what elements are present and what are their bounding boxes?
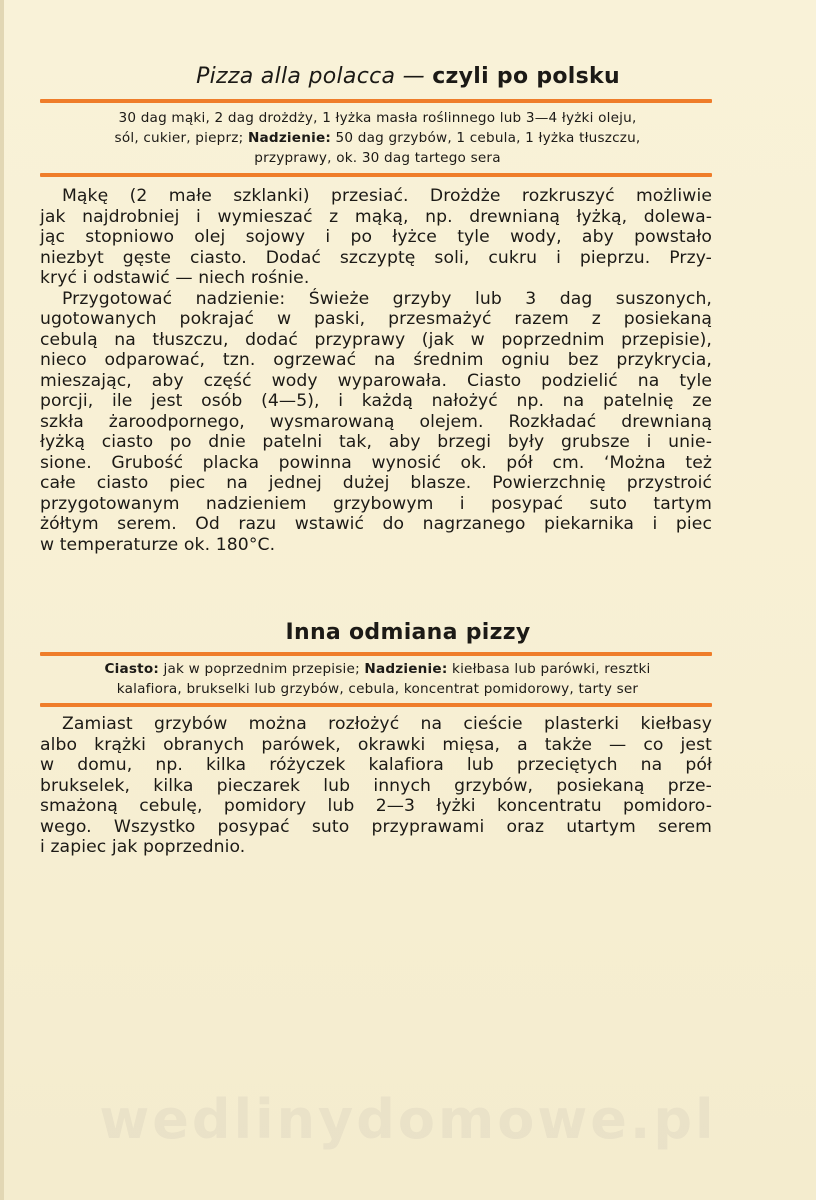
body-line: smażoną cebulę, pomidory lub 2—3 łyżki koncentratu pomidoro- xyxy=(40,796,712,816)
orange-rule-top-2 xyxy=(40,652,712,656)
body-line: całe ciasto piec na jednej dużej blasze. Powierzchnię przystroić xyxy=(40,473,712,493)
ingredients-text: sól, cukier, pieprz; xyxy=(114,130,244,146)
body-line: i zapiec jak poprzednio. xyxy=(40,837,246,857)
body-line: w domu, np. kilka różyczek kalafiora lub przeciętych na pół xyxy=(40,755,712,775)
body-line: Mąkę (2 małe szklanki) przesiać. Drożdże rozkruszyć możliwie xyxy=(62,186,712,206)
orange-rule-top-1 xyxy=(40,99,712,103)
recipe-title-inna-odmiana-pizzy: Inna odmiana pizzy xyxy=(285,620,531,645)
ingredients-label-nadzienie: Nadzienie: xyxy=(247,130,332,146)
body-line: porcji, ile jest osób (4—5), i każdą nałożyć np. na patelnię ze xyxy=(40,391,712,411)
body-line: jąc stopniowo olej sojowy i po łyżce tyle wody, aby powstało xyxy=(40,227,712,247)
body-line: żółtym serem. Od razu wstawić do nagrzanego piekarnika i piec xyxy=(40,514,712,534)
recipe-body-2 xyxy=(40,714,712,858)
page-edge xyxy=(0,0,4,1200)
ingredients-label-nadzienie: Nadzienie: xyxy=(364,661,448,677)
recipe-title-pizza-alla-polacca xyxy=(0,64,816,89)
body-line: niezbyt gęste ciasto. Dodać szczyptę soli, cukru i pieprzu. Przy- xyxy=(40,247,712,268)
ingredients-text: 50 dag grzybów, 1 cebula, 1 łyżka tłuszczu, xyxy=(335,130,641,146)
body-line: albo krążki obranych parówek, okrawki mięsa, a także — co jest xyxy=(40,734,712,755)
body-line: wego. Wszystko posypać suto przyprawami oraz utartym serem xyxy=(40,816,712,837)
ingredients-label-ciasto: Ciasto: xyxy=(104,661,160,677)
ingredients-block-2 xyxy=(40,659,715,699)
watermark: wedlinydomowe.pl xyxy=(99,1088,717,1151)
ingredients-text: jak w poprzednim przepisie; xyxy=(163,661,360,677)
ingredients-line: przyprawy, ok. 30 dag tartego sera xyxy=(254,150,501,166)
body-line: ugotowanych pokrajać w paski, przesmażyć razem z posiekaną xyxy=(40,309,712,329)
ingredients-line: 30 dag mąki, 2 dag drożdży, 1 łyżka masła roślinnego lub 3—4 łyżki oleju, xyxy=(118,110,637,126)
body-line: Przygotować nadzienie: Świeże grzyby lub 3 dag suszonych, xyxy=(62,288,712,309)
ingredients-line: kalafiora, brukselki lub grzybów, cebula, koncentrat pomidorowy, tarty ser xyxy=(116,681,639,697)
body-line: jak najdrobniej i wymieszać z mąką, np. drewnianą łyżką, dolewa- xyxy=(40,206,712,227)
body-line: cebulą na tłuszczu, dodać przyprawy (jak w poprzednim przepisie), xyxy=(40,329,712,350)
body-line: sione. Grubość placka powinna wynosić ok. pół cm. ‘Można też xyxy=(40,452,712,473)
body-line: brukselek, kilka pieczarek lub innych grzybów, posiekaną prze- xyxy=(40,775,712,796)
orange-rule-bottom-2 xyxy=(40,703,712,707)
body-line: nieco odparować, tzn. ogrzewać na średnim ogniu bez przykrycia, xyxy=(40,350,712,370)
recipe-body-1 xyxy=(40,186,712,555)
body-line: łyżką ciasto po dnie patelni tak, aby brzegi były grubsze i unie- xyxy=(40,432,712,452)
body-line: Zamiast grzybów można rozłożyć na cieście plasterki kiełbasy xyxy=(62,714,712,734)
ingredients-text: kiełbasa lub parówki, resztki xyxy=(452,661,651,677)
body-line: mieszając, aby część wody wyparowała. Ciasto podzielić na tyle xyxy=(40,370,712,391)
body-line: szkła żaroodpornego, wysmarowaną olejem. Rozkładać drewnianą xyxy=(40,411,712,432)
recipe-title-bold: czyli po polsku xyxy=(432,64,620,89)
ingredients-block-1 xyxy=(40,108,715,168)
body-line: w temperaturze ok. 180°C. xyxy=(40,534,276,555)
orange-rule-bottom-1 xyxy=(40,173,712,177)
ingredients-line xyxy=(40,128,715,148)
ingredients-line xyxy=(40,659,715,679)
recipe-title-italic: Pizza alla polacca — xyxy=(196,64,425,89)
body-line: kryć i odstawić — niech rośnie. xyxy=(40,268,310,288)
body-line: przygotowanym nadzieniem grzybowym i posypać suto tartym xyxy=(40,493,712,514)
